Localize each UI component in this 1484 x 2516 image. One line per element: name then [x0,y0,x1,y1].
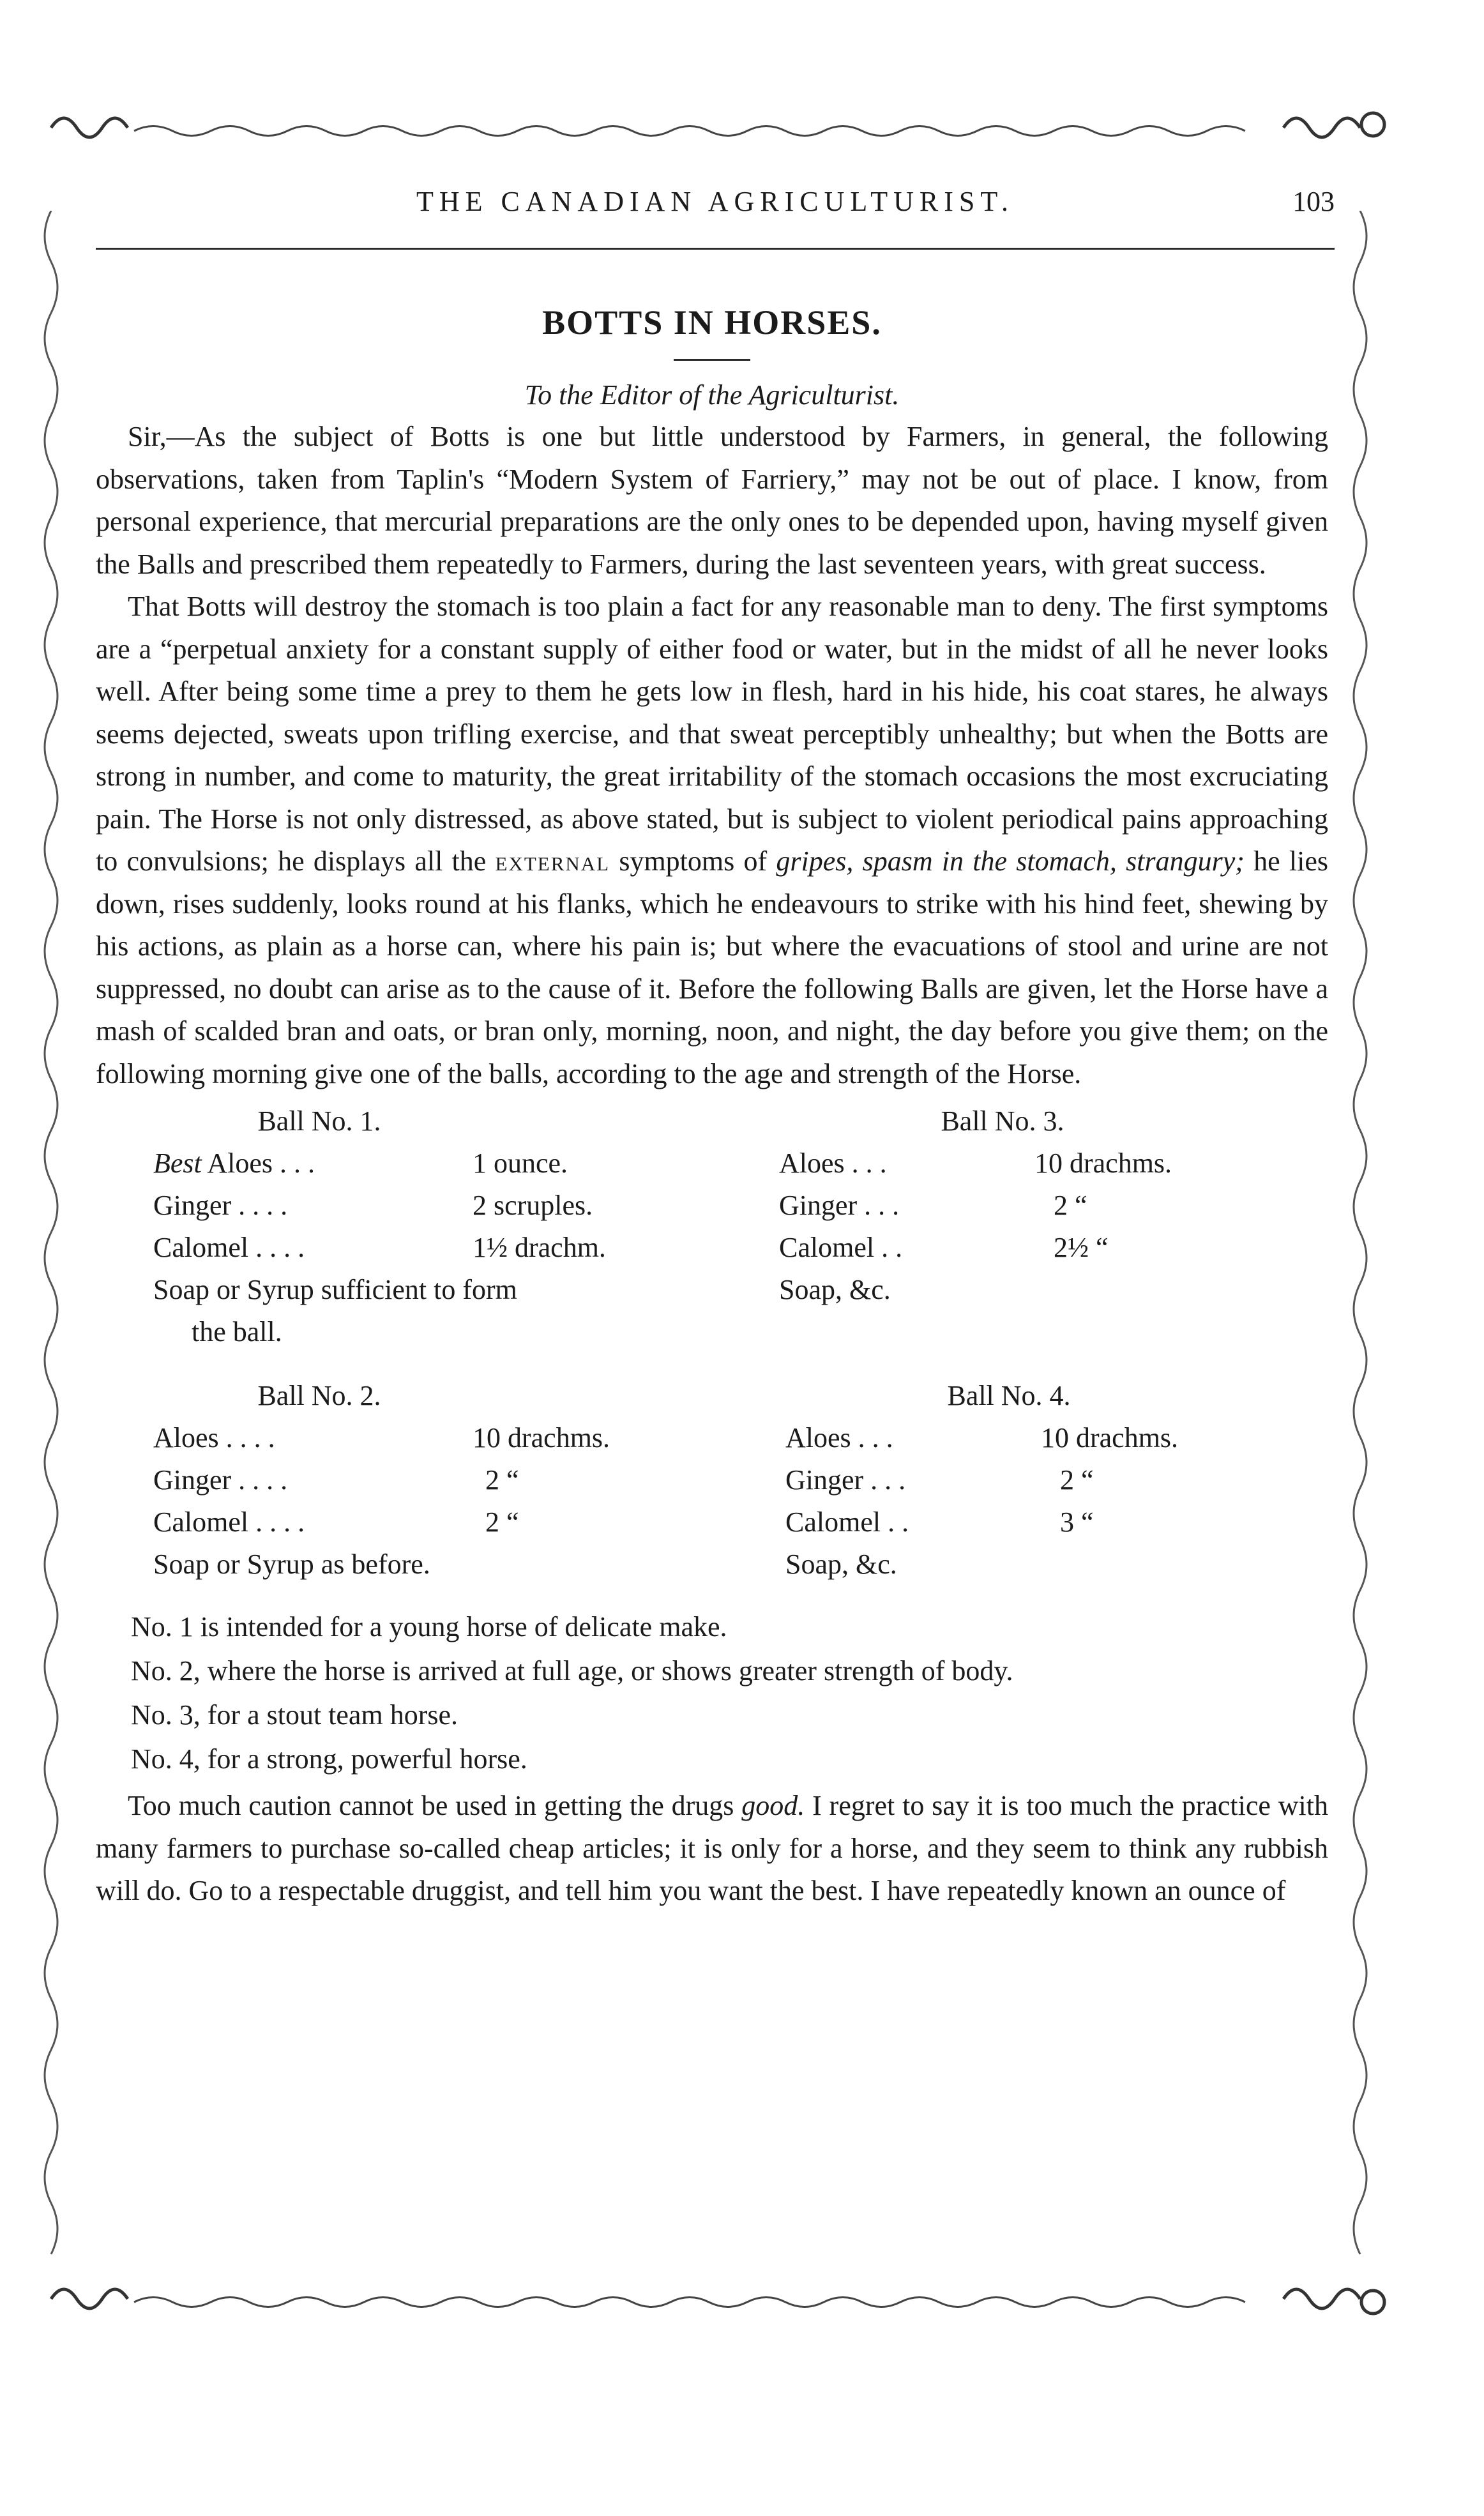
ingredient-quantity: 3 “ [1060,1506,1094,1538]
ball-usage-list [96,1605,1328,1781]
closing-part2: I regret to say it is too much the practice with many farmers to purchase so-called cheap articles; it is only for a horse, and they seem to think any rubbish will do. Go to a respectable druggist, and tell him you want the best. I have repeatedly known an ounce of [96,1790,1328,1906]
ball-recipe-1 [153,1100,639,1353]
header-rule [96,248,1335,250]
running-title: THE CANADIAN AGRICULTURIST. [416,186,1014,217]
ingredient-quantity: 10 drachms. [1034,1148,1172,1179]
salutation: To the Editor of the Agriculturist. [524,379,900,411]
ingredient-quantity: 2 “ [1054,1190,1087,1221]
ingredient-quantity: 1 ounce. [473,1148,568,1179]
ingredient-name: Calomel . . [785,1506,909,1538]
ball-note: Soap or Syrup as before. [153,1549,430,1580]
ingredient-quantity: 2 “ [485,1464,519,1496]
ingredient-name: Calomel . . [779,1232,903,1263]
ingredient-name: Aloes . . . [201,1148,315,1179]
ingredient-name: Calomel . . . . [153,1506,305,1538]
ingredient-row [779,1142,1264,1185]
bottom-ornament [38,2273,1392,2331]
ingredient-row [153,1417,639,1459]
usage-line: No. 4, for a strong, powerful horse. [131,1743,527,1775]
ingredient-name: Ginger . . . . [153,1464,288,1496]
ingredient-name: Ginger . . . . [153,1190,288,1221]
ball-recipe-4 [785,1375,1271,1586]
running-head [96,185,1335,236]
ingredient-name: Aloes . . . [779,1148,887,1179]
ball-recipes [96,1100,1328,1598]
ingredient-quantity: 2½ “ [1054,1232,1109,1263]
ingredient-quantity: 2 scruples. [473,1190,593,1221]
page-number: 103 [1292,186,1335,217]
paragraph-1: Sir,—As the subject of Botts is one but little understood by Farmers, in general, the following observations, taken from Taplin's “Modern System of Farriery,” may not be out of place. I know, from personal experience, that mercurial preparations are the only ones to be depended upon, having myself given the Balls and prescribed them repeatedly to Farmers, during the last seventeen years, with great success. [96,421,1328,580]
paragraph-2-part1: That Botts will destroy the stomach is too plain a fact for any reasonable man to deny. The first symptoms are a “perpetual anxiety for a constant supply of either food or water, but in the midst of all he never looks well. After being some time a prey to them he gets low in flesh, hard in his hide, his coat stares, he always seems dejected, sweats upon trifling exercise, and that sweat perceptibly unhealthy; but when the Botts are strong in number, and come to maturity, the great irritability of the stomach occasions the most excruciating pain. The Horse is not only distressed, as above stated, but is subject to violent periodical pains approaching to convulsions; he displays all the [96,591,1328,877]
closing-emphasis: good. [741,1790,805,1821]
ingredient-quantity: 10 drachms. [1041,1422,1179,1453]
ball-recipe-2 [153,1375,639,1586]
article-title: BOTTS IN HORSES. [542,303,882,342]
paragraph-2 [96,586,1328,1095]
ball-note-continued: the ball. [192,1316,282,1347]
ingredient-row [779,1185,1264,1227]
ingredient-row [785,1459,1271,1501]
ball-title: Ball No. 2. [257,1380,381,1411]
ingredient-name: Ginger . . . [785,1464,906,1496]
ingredient-quantity: 1½ drachm. [473,1232,606,1263]
ball-note: Soap or Syrup sufficient to form [153,1274,517,1305]
ingredient-row [153,1459,639,1501]
left-ornament [19,211,77,2273]
ingredient-row [153,1185,639,1227]
ingredient-quantity: 10 drachms. [473,1422,610,1453]
ball-title: Ball No. 3. [941,1105,1064,1137]
top-ornament [38,102,1392,160]
ingredient-qualifier: Best [153,1148,202,1179]
title-rule [674,359,750,361]
ingredient-quantity: 2 “ [1060,1464,1094,1496]
ingredient-row [153,1142,639,1185]
ball-note: Soap, &c. [785,1549,897,1580]
ingredient-row [153,1501,639,1543]
ingredient-row [779,1227,1264,1269]
ingredient-row [785,1417,1271,1459]
ball-title: Ball No. 1. [257,1105,381,1137]
usage-line: No. 2, where the horse is arrived at full age, or shows greater strength of body. [131,1655,1013,1686]
symptoms-italic: gripes, spasm in the stomach, strangury; [776,845,1245,877]
ingredient-row [785,1501,1271,1543]
paragraph-2-part2: symptoms of [610,845,776,877]
ball-title: Ball No. 4. [947,1380,1071,1411]
closing-paragraph [96,1785,1328,1913]
paragraph-2-part3: he lies down, rises suddenly, looks round at his flanks, which he endeavours to strike with his hind feet, shewing by his actions, as plain as a horse can, where his pain is; but where the evacuations of stool and urine are not suppressed, no doubt can arise as to the cause of it. Before the following Balls are given, let the Horse have a mash of scalded bran and oats, or bran only, morning, noon, and night, the day before you give them; on the following morning give one of the balls, according to the age and strength of the Horse. [96,845,1328,1089]
ingredient-row [153,1227,639,1269]
right-ornament [1335,211,1392,2273]
ingredient-name: Ginger . . . [779,1190,900,1221]
external-term: external [495,845,610,877]
ingredient-name: Aloes . . . . [153,1422,275,1453]
ingredient-name: Calomel . . . . [153,1232,305,1263]
ingredient-quantity: 2 “ [485,1506,519,1538]
ball-note: Soap, &c. [779,1274,891,1305]
ball-recipe-3 [779,1100,1264,1311]
usage-line: No. 3, for a stout team horse. [131,1699,458,1731]
closing-part1: Too much caution cannot be used in getting the drugs [128,1790,742,1821]
ingredient-name: Aloes . . . [785,1422,893,1453]
usage-line: No. 1 is intended for a young horse of delicate make. [131,1611,727,1642]
article [96,300,1328,1913]
